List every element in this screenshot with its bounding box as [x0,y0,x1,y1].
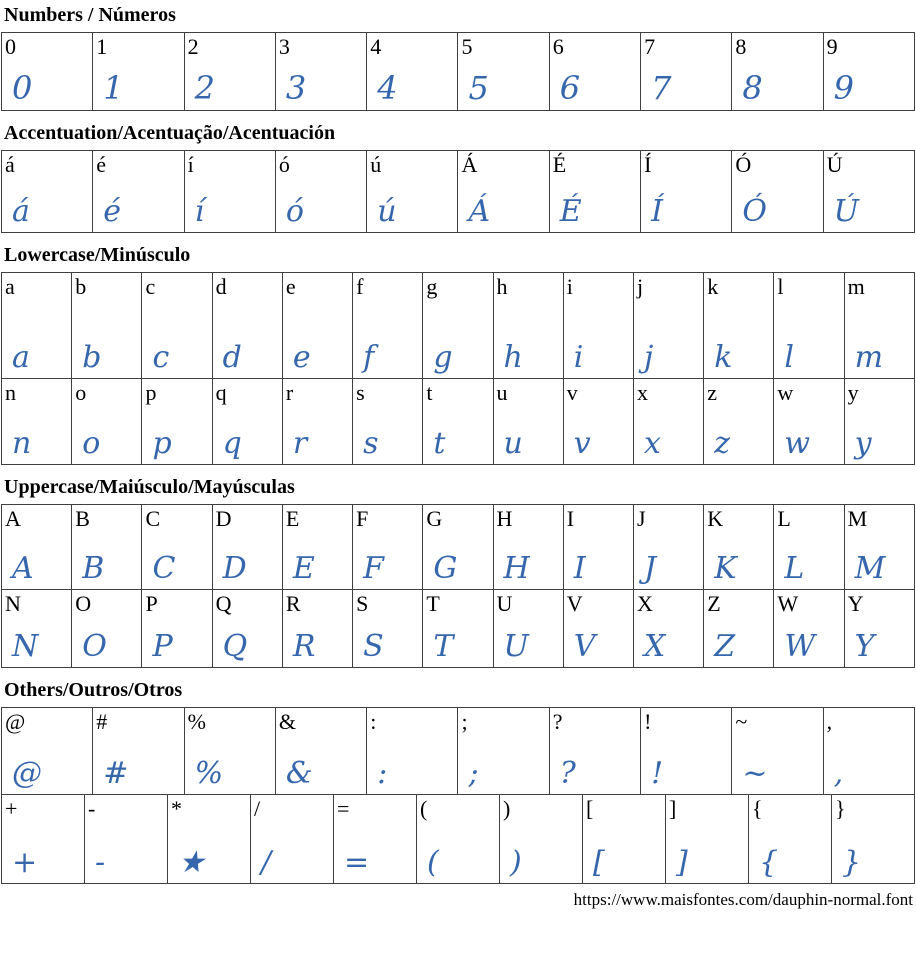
plain-char: @ [5,709,26,734]
glyph-cell [732,708,823,795]
font-glyph: E [292,550,315,586]
font-glyph: z [714,425,730,461]
glyph-cell [641,33,732,111]
plain-char: O [75,591,92,616]
font-glyph: K [714,550,737,586]
section-numbers [1,4,915,111]
glyph-cell [251,795,334,884]
glyph-cell [72,505,142,590]
font-glyph: f [363,339,375,375]
plain-char: 6 [552,34,564,59]
font-glyph: @ [12,755,42,791]
font-glyph: & [285,755,313,791]
font-glyph: b [82,339,102,375]
font-glyph: r [292,425,308,461]
font-glyph: Á [468,193,491,229]
plain-char: A [5,506,21,531]
glyph-cell [493,379,563,465]
font-glyph: h [503,339,523,375]
glyph-table-others-row0 [1,707,915,795]
glyph-cell [212,273,282,379]
font-glyph: B [82,550,105,586]
font-glyph: W [784,628,816,664]
font-glyph: ; [468,755,479,791]
font-glyph: w [784,425,811,461]
font-glyph: á [12,193,30,229]
plain-char: p [145,380,157,405]
font-glyph: : [377,755,388,791]
glyph-cell [732,33,823,111]
plain-char: + [5,796,18,821]
glyph-cell [832,795,915,884]
plain-char: y [847,380,859,405]
plain-char: 8 [735,34,747,59]
plain-char: I [566,506,575,531]
font-glyph: D [222,550,247,586]
plain-char: 5 [461,34,473,59]
font-glyph: n [12,425,32,461]
plain-char: b [75,274,87,299]
plain-char: É [552,152,567,177]
font-glyph: ú [377,193,397,229]
font-glyph: é [103,193,122,229]
font-glyph: 7 [651,69,672,108]
glyph-cell [85,795,168,884]
font-glyph: o [82,425,101,461]
glyph-cell [823,151,914,233]
glyph-cell [563,379,633,465]
font-glyph: , [833,755,844,791]
plain-char: z [707,380,717,405]
glyph-cell [633,379,703,465]
plain-char: # [96,709,108,734]
plain-char: j [636,274,644,299]
plain-char: a [5,274,15,299]
section-title-numbers: Numbers / Números [4,4,176,26]
font-glyph: ] [676,844,688,880]
glyph-cell [563,505,633,590]
plain-char: 7 [644,34,656,59]
plain-char: m [847,274,865,299]
glyph-cell [493,505,563,590]
plain-char: X [636,591,653,616]
glyph-cell [334,795,417,884]
glyph-cell [549,151,640,233]
plain-char: T [426,591,440,616]
font-glyph: V [573,628,596,664]
glyph-table-lowercase-row0 [1,272,915,379]
font-glyph: S [363,628,384,664]
font-glyph: q [222,425,242,461]
glyph-cell [417,795,500,884]
glyph-cell [666,795,749,884]
plain-char: } [835,796,846,821]
glyph-cell [275,151,366,233]
glyph-cell [549,708,640,795]
glyph-cell [2,505,72,590]
plain-char: o [75,380,87,405]
font-glyph: g [433,339,453,375]
font-glyph: ( [427,844,439,880]
font-glyph: 2 [194,69,215,108]
font-glyph: M [854,550,886,586]
font-glyph: [ [593,844,605,880]
font-glyph: ó [285,193,304,229]
plain-char: 9 [826,34,838,59]
glyph-cell [2,379,72,465]
glyph-cell [844,379,914,465]
section-accentuation [1,122,915,233]
font-glyph: c [152,339,170,375]
font-glyph: l [784,339,795,375]
plain-char: Y [847,591,864,616]
plain-char: l [777,274,784,299]
glyph-cell [844,273,914,379]
font-glyph: d [222,339,242,375]
font-glyph: U [503,628,529,664]
font-glyph: y [854,425,872,461]
glyph-cell [823,33,914,111]
plain-char: v [566,380,578,405]
section-title-lowercase: Lowercase/Minúsculo [4,244,191,266]
glyph-cell [353,590,423,668]
section-title-accentuation: Accentuation/Acentuação/Acentuación [4,122,336,144]
plain-char: ( [420,796,428,821]
glyph-cell [563,273,633,379]
glyph-cell [2,795,85,884]
glyph-cell [2,151,93,233]
glyph-cell [353,379,423,465]
plain-char: t [426,380,433,405]
glyph-cell [2,273,72,379]
font-glyph: - [95,844,106,880]
plain-char: U [496,591,513,616]
plain-char: á [5,152,15,177]
glyph-cell [749,795,832,884]
glyph-cell [641,708,732,795]
font-glyph: N [12,628,39,664]
glyph-cell [704,273,774,379]
plain-char: Á [461,152,478,177]
glyph-table-numbers-row0 [1,32,915,111]
font-glyph: X [643,628,666,664]
font-glyph: + [12,844,38,880]
glyph-cell [583,795,666,884]
font-glyph: 0 [12,69,33,108]
glyph-cell [2,33,93,111]
font-glyph: m [854,339,884,375]
font-glyph: 4 [377,69,398,108]
plain-char: G [426,506,443,531]
font-glyph: ? [559,755,576,791]
font-glyph: 6 [559,69,581,108]
glyph-cell [423,590,493,668]
font-glyph: P [152,628,173,664]
font-glyph: Ú [833,193,859,229]
section-others [1,679,915,884]
glyph-table-lowercase-row1 [1,378,915,465]
glyph-cell [774,273,844,379]
plain-char: q [215,380,227,405]
font-glyph: Q [222,628,248,664]
plain-char: e [285,274,296,299]
font-glyph: v [573,425,591,461]
glyph-cell [633,590,703,668]
font-glyph: t [433,425,446,461]
glyph-cell [844,590,914,668]
glyph-cell [212,590,282,668]
plain-char: { [752,796,763,821]
glyph-cell [458,33,549,111]
glyph-cell [212,379,282,465]
font-glyph: a [12,339,30,375]
font-glyph: F [363,550,384,586]
plain-char: 1 [96,34,108,59]
glyph-cell [142,505,212,590]
glyph-cell [367,708,458,795]
plain-char: d [215,274,227,299]
font-glyph: J [643,550,656,586]
plain-char: * [171,796,182,821]
glyph-cell [212,505,282,590]
font-glyph: R [292,628,316,664]
glyph-cell [72,379,142,465]
plain-char: B [75,506,90,531]
glyph-cell [142,273,212,379]
plain-char: ? [552,709,563,734]
plain-char: R [285,591,301,616]
font-glyph: ★ [178,844,205,880]
plain-char: D [215,506,232,531]
glyph-cell [72,590,142,668]
glyph-cell [704,505,774,590]
glyph-cell [282,590,352,668]
glyph-cell [2,708,93,795]
font-glyph: e [292,339,311,375]
plain-char: s [356,380,365,405]
font-glyph: í [194,193,205,229]
glyph-cell [423,379,493,465]
plain-char: Í [644,152,652,177]
font-glyph: j [643,339,654,375]
glyph-cell [282,273,352,379]
glyph-cell [823,708,914,795]
font-glyph: I [573,550,586,586]
glyph-cell [184,33,275,111]
font-glyph: 9 [833,69,855,108]
font-glyph: É [559,193,582,229]
glyph-cell [458,708,549,795]
glyph-cell [142,590,212,668]
font-glyph: % [194,755,224,791]
plain-char: / [254,796,261,821]
font-glyph: = [344,844,370,880]
font-glyph: T [433,628,454,664]
font-glyph: Y [854,628,875,664]
font-glyph: 1 [103,69,124,108]
plain-char: f [356,274,364,299]
glyph-cell [93,151,184,233]
plain-char: h [496,274,508,299]
plain-char: P [145,591,158,616]
font-glyph: G [433,550,458,586]
glyph-cell [633,505,703,590]
plain-char: 4 [370,34,382,59]
glyph-cell [732,151,823,233]
font-glyph: ) [510,844,522,880]
glyph-cell [275,708,366,795]
plain-char: V [566,591,583,616]
font-glyph: O [82,628,107,664]
font-glyph: s [363,425,379,461]
footer-source-url: https://www.maisfontes.com/dauphin-normal.font [573,890,913,909]
plain-char: g [426,274,438,299]
font-glyph: 3 [285,69,307,108]
plain-char: C [145,506,161,531]
plain-char: [ [586,796,594,821]
plain-char: F [356,506,369,531]
section-title-uppercase: Uppercase/Maiúsculo/Mayúsculas [4,476,295,498]
glyph-table-accentuation-row0 [1,150,915,233]
glyph-cell [458,151,549,233]
plain-char: H [496,506,513,531]
plain-char: 3 [278,34,290,59]
font-glyph: ~ [742,755,768,791]
glyph-cell [704,379,774,465]
font-glyph: x [643,425,661,461]
glyph-cell [549,33,640,111]
font-glyph: A [12,550,34,586]
section-title-others: Others/Outros/Otros [4,679,183,701]
glyph-cell [704,590,774,668]
glyph-cell [500,795,583,884]
font-glyph: Í [651,193,663,229]
font-glyph: # [103,755,129,791]
glyph-cell [367,151,458,233]
glyph-cell [774,505,844,590]
plain-char: J [636,506,646,531]
font-glyph: i [573,339,584,375]
font-glyph: Ó [742,193,767,229]
glyph-cell [184,151,275,233]
plain-char: : [370,709,377,734]
plain-char: u [496,380,508,405]
glyph-cell [774,379,844,465]
glyph-table-uppercase-row1 [1,589,915,668]
font-glyph: / [261,844,272,880]
plain-char: 0 [5,34,16,59]
plain-char: x [636,380,648,405]
glyph-cell [493,273,563,379]
glyph-cell [72,273,142,379]
font-glyph: 5 [468,69,489,108]
font-glyph: p [152,425,172,461]
section-uppercase [1,476,915,668]
plain-char: S [356,591,369,616]
plain-char: w [777,380,794,405]
plain-char: ~ [735,709,748,734]
glyph-cell [367,33,458,111]
glyph-cell [423,505,493,590]
font-glyph: { [759,844,779,880]
glyph-cell [633,273,703,379]
font-glyph: L [784,550,805,586]
glyph-cell [844,505,914,590]
plain-char: N [5,591,21,616]
glyph-cell [353,273,423,379]
plain-char: é [96,152,107,177]
plain-char: K [707,506,724,531]
glyph-cell [184,708,275,795]
plain-char: ) [503,796,511,821]
plain-char: ; [461,709,468,734]
plain-char: = [337,796,350,821]
plain-char: Q [215,591,232,616]
glyph-cell [2,590,72,668]
glyph-cell [563,590,633,668]
plain-char: % [187,709,206,734]
plain-char: Ú [826,152,843,177]
plain-char: W [777,591,799,616]
plain-char: Z [707,591,721,616]
plain-char: 2 [187,34,199,59]
plain-char: M [847,506,868,531]
plain-char: , [826,709,833,734]
font-glyph: k [714,339,733,375]
plain-char: c [145,274,156,299]
glyph-cell [423,273,493,379]
glyph-table-uppercase-row0 [1,504,915,590]
font-glyph: C [152,550,176,586]
section-lowercase [1,244,915,465]
plain-char: i [566,274,573,299]
plain-char: - [88,796,96,821]
plain-char: ] [669,796,677,821]
font-glyph: Z [714,628,736,664]
glyph-cell [93,33,184,111]
font-glyph: u [503,425,523,461]
plain-char: ó [278,152,290,177]
plain-char: ! [644,709,652,734]
glyph-cell [774,590,844,668]
glyph-cell [493,590,563,668]
glyph-cell [282,505,352,590]
glyph-cell [353,505,423,590]
glyph-cell [282,379,352,465]
font-glyph: 8 [742,69,763,108]
plain-char: r [285,380,294,405]
plain-char: L [777,506,791,531]
plain-char: k [707,274,719,299]
font-glyph: } [842,844,862,880]
glyph-table-others-row1 [1,794,915,884]
glyph-cell [168,795,251,884]
glyph-cell [641,151,732,233]
plain-char: í [187,152,194,177]
plain-char: ú [370,152,382,177]
plain-char: n [5,380,16,405]
plain-char: Ó [735,152,752,177]
glyph-cell [93,708,184,795]
plain-char: & [278,709,297,734]
glyph-cell [142,379,212,465]
plain-char: E [285,506,300,531]
glyph-cell [275,33,366,111]
font-glyph: ! [651,755,664,791]
font-glyph: H [503,550,530,586]
